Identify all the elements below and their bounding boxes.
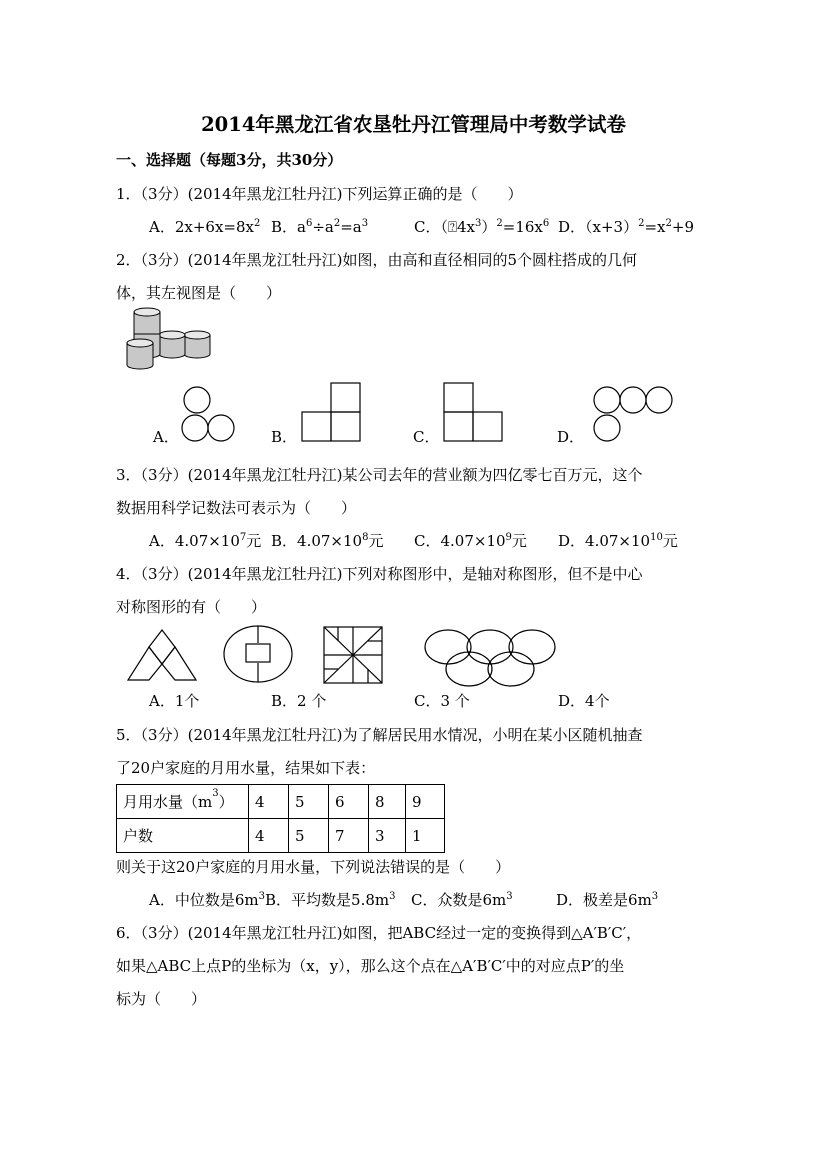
q3-stem-line1: 3．（3分）(2014年黑龙江牡丹江)某公司去年的营业额为四亿零七百万元，这个 xyxy=(116,466,643,484)
q2-option-a: A． xyxy=(153,428,179,446)
q5-stem-line2: 了20户家庭的月用水量，结果如下表： xyxy=(116,759,376,777)
table-row xyxy=(117,785,445,819)
q4-option-d: D．4个 xyxy=(558,692,610,710)
q2-stem-line1: 2．（3分）(2014年黑龙江牡丹江)如图，由高和直径相同的5个圆柱搭成的几何 xyxy=(116,251,638,269)
table-cell: 5 xyxy=(289,785,329,819)
q1-option-c: C．$(⍰4x^3)^2=16x^6$ xyxy=(414,218,550,236)
q5-option-c: C．众数是$6m^3$ xyxy=(411,891,513,909)
q5-option-b: B．平均数是$5.8m^3$ xyxy=(265,891,396,909)
table-cell: 9 xyxy=(406,785,445,819)
q2-option-b: B． xyxy=(271,428,298,446)
table-header-cell: 月用水量$(m^3)$ xyxy=(117,785,249,819)
q2-figure-a xyxy=(180,386,240,446)
table-cell: 3 xyxy=(369,819,406,853)
q4-figure-pinwheel xyxy=(322,625,384,685)
q3-option-d: D．$4.07\times 10^{10}$元 xyxy=(558,532,678,550)
q2-figure-c xyxy=(442,382,504,442)
q6-stem-line1: 6．（3分）(2014年黑龙江牡丹江)如图，把ABC经过一定的变换得到△A′B′C′， xyxy=(116,924,642,942)
table-cell: 7 xyxy=(329,819,369,853)
water-usage-table xyxy=(116,784,445,853)
page-title: 2014年黑龙江省农垦牡丹江管理局中考数学试卷 xyxy=(201,113,626,136)
table-cell: 6 xyxy=(329,785,369,819)
q4-figure-rings xyxy=(424,628,558,688)
q5-question: 则关于这20户家庭的月用水量，下列说法错误的是（ ） xyxy=(116,858,511,876)
q4-option-c: C．3 个 xyxy=(414,692,470,710)
q6-stem-line2: 如果△ABC上点P的坐标为（x，y），那么这个点在△A′B′C′中的对应点P′的坐 xyxy=(116,957,625,975)
q4-figure-coin xyxy=(222,624,294,684)
q4-figure-diamonds xyxy=(126,628,198,682)
q5-stem-line1: 5．（3分）(2014年黑龙江牡丹江)为了解居民用水情况，小明在某小区随机抽查 xyxy=(116,726,643,744)
table-header-cell: 户数 xyxy=(117,819,249,853)
q2-stem-line2: 体，其左视图是（ ） xyxy=(116,284,282,302)
table-cell: 4 xyxy=(249,785,289,819)
table-cell: 5 xyxy=(289,819,329,853)
cylinders-figure xyxy=(124,306,216,372)
q5-option-d: D．极差是$6m^3$ xyxy=(556,891,659,909)
q4-option-a: A．1个 xyxy=(149,692,200,710)
q4-option-b: B．2 个 xyxy=(271,692,327,710)
q4-stem-line2: 对称图形的有（ ） xyxy=(116,598,267,616)
q1-option-a: A．$2x+6x=8x^2$ xyxy=(149,218,261,236)
table-row xyxy=(117,819,445,853)
q4-stem-line1: 4．（3分）(2014年黑龙江牡丹江)下列对称图形中，是轴对称图形，但不是中心 xyxy=(116,565,643,583)
q3-option-c: C．$4.07\times 10^9$元 xyxy=(414,532,527,550)
q3-option-b: B．$4.07\times 10^8$元 xyxy=(271,532,384,550)
q6-stem-line3: 标为（ ） xyxy=(116,990,207,1008)
section-heading: 一、选择题（每题3分，共30分） xyxy=(116,151,343,169)
table-cell: 1 xyxy=(406,819,445,853)
q2-figure-b xyxy=(300,382,362,442)
q1-stem: 1．（3分）(2014年黑龙江牡丹江)下列运算正确的是（ ） xyxy=(116,185,523,203)
q1-option-d: D．$(x+3)^2=x^2+9$ xyxy=(558,218,695,236)
table-cell: 8 xyxy=(369,785,406,819)
table-cell: 4 xyxy=(249,819,289,853)
q3-stem-line2: 数据用科学记数法可表示为（ ） xyxy=(116,499,357,517)
q2-option-c: C． xyxy=(413,428,440,446)
q1-option-b: B．$a^6\div a^2=a^3$ xyxy=(271,218,369,236)
q3-option-a: A．$4.07\times 10^7$元 xyxy=(149,532,262,550)
q2-option-d: D． xyxy=(557,428,585,446)
q2-figure-d xyxy=(591,386,677,446)
q5-option-a: A．中位数是$6m^3$ xyxy=(149,891,265,909)
